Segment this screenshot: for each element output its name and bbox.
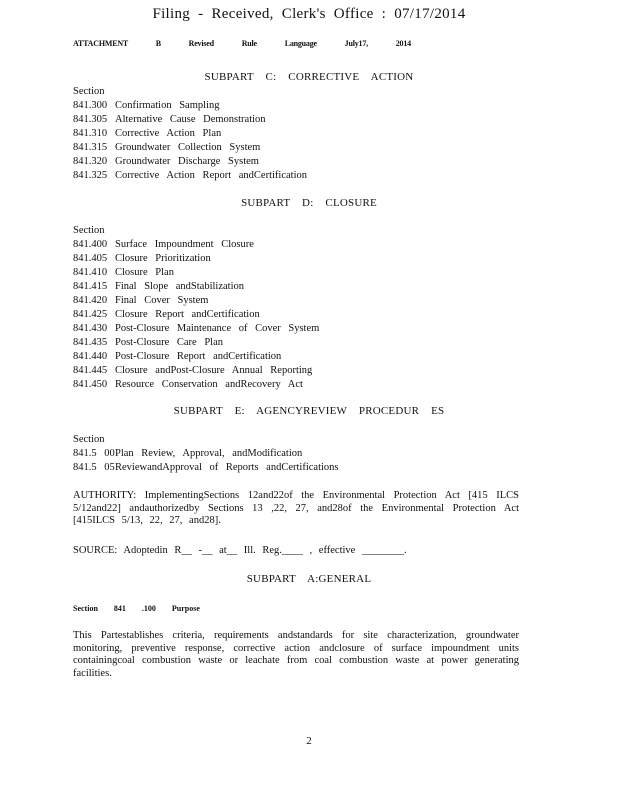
section-entry <box>73 294 319 308</box>
section-number: 841.315 <box>73 142 108 153</box>
subpart-a-heading: SUBPART A:GENERAL <box>246 573 372 585</box>
section-title: Groundwater Discharge System <box>115 156 259 167</box>
section-title: Plan Review, Approval, andModification <box>115 448 303 459</box>
section-title: ReviewandApproval of Reports andCertifications <box>115 462 339 473</box>
attachment-line: ATTACHMENT B Revised Rule Language July17, 2014 <box>73 39 411 48</box>
section-title: Corrective Action Plan <box>115 128 222 139</box>
section-number: 841.425 <box>73 309 108 320</box>
section-number: 841.445 <box>73 365 108 376</box>
section-entry <box>73 308 319 322</box>
section-entry <box>73 99 307 113</box>
section-100-heading <box>73 604 200 613</box>
section-number: 841.440 <box>73 351 108 362</box>
section-title: Closure andPost-Closure Annual Reporting <box>115 365 313 376</box>
section-title: Surface Impoundment Closure <box>115 239 254 250</box>
section-title: Final Cover System <box>115 295 209 306</box>
section-number: 841.300 <box>73 100 108 111</box>
section-title: Closure Prioritization <box>115 253 211 264</box>
section-entry <box>73 266 319 280</box>
section-title: Alternative Cause Demonstration <box>115 114 266 125</box>
section-entry <box>73 280 319 294</box>
subpart-e-heading: SUBPART E: AGENCYREVIEW PROCEDUR ES <box>173 405 445 417</box>
section-entry <box>73 364 319 378</box>
section-entry <box>73 169 307 183</box>
section-number: 841.305 <box>73 114 108 125</box>
section-entry <box>73 238 319 252</box>
section-entry <box>73 113 307 127</box>
section-entry <box>73 322 319 336</box>
subpart-c-list <box>73 85 307 183</box>
page-number: 2 <box>306 735 312 747</box>
section-entry <box>73 141 307 155</box>
authority-paragraph: AUTHORITY: ImplementingSections 12and22of the Environmental Protection Act [415 ILCS 5/12and22] andauthorizedby Sections 13 ,22, 27, and28of the Environmental Protection Act [415ILCS 5/13, 22, 27, and28]. <box>73 490 519 526</box>
section-number: 841.400 <box>73 239 108 250</box>
section-number: 841.320 <box>73 156 108 167</box>
section-number: 841.450 <box>73 379 108 390</box>
section-label: Section <box>73 225 105 236</box>
section-entry <box>73 447 339 461</box>
section-entry <box>73 252 319 266</box>
section-number: 841.5 00 <box>73 448 115 459</box>
purpose-paragraph: This Partestablishes criteria, requirements andstandards for site characterization, groundwater monitoring, preventive response, corrective action andclosure of surface impoundment units containingcoal combustion waste or leachate from coal combustion waste at power generating facilities. <box>73 630 519 679</box>
source-line: SOURCE: Adoptedin R__ -__ at__ Ill. Reg.____ , effective ________. <box>73 545 407 556</box>
section-number: 841.405 <box>73 253 108 264</box>
subpart-d-list <box>73 224 319 392</box>
section-title: Confirmation Sampling <box>115 100 220 111</box>
section-title: Final Slope andStabilization <box>115 281 244 292</box>
section-title: Groundwater Collection System <box>115 142 261 153</box>
section-entry <box>73 350 319 364</box>
section-entry <box>73 461 339 475</box>
section-number: 841.430 <box>73 323 108 334</box>
subpart-e-list <box>73 433 339 475</box>
section-title: Post-Closure Report andCertification <box>115 351 282 362</box>
section-entry <box>73 127 307 141</box>
section-number: 841.435 <box>73 337 108 348</box>
section-title: Closure Plan <box>115 267 174 278</box>
section-100-label: Section <box>73 604 98 613</box>
section-entry <box>73 155 307 169</box>
section-number: 841.410 <box>73 267 108 278</box>
section-100-number: 841 .100 <box>113 604 156 613</box>
section-title: Closure Report andCertification <box>115 309 260 320</box>
section-title: Post-Closure Care Plan <box>115 337 223 348</box>
section-100-title: Purpose <box>171 604 200 613</box>
section-number: 841.415 <box>73 281 108 292</box>
section-label: Section <box>73 434 105 445</box>
section-label: Section <box>73 86 105 97</box>
section-number: 841.5 05 <box>73 462 115 473</box>
section-title: Corrective Action Report andCertification <box>115 170 307 181</box>
section-entry <box>73 336 319 350</box>
section-number: 841.325 <box>73 170 108 181</box>
section-title: Post-Closure Maintenance of Cover System <box>115 323 320 334</box>
filing-header: Filing - Received, Clerk's Office : 07/17/2014 <box>152 6 466 22</box>
section-entry <box>73 378 319 392</box>
section-number: 841.420 <box>73 295 108 306</box>
subpart-c-heading: SUBPART C: CORRECTIVE ACTION <box>204 71 414 83</box>
section-number: 841.310 <box>73 128 108 139</box>
section-title: Resource Conservation andRecovery Act <box>115 379 303 390</box>
subpart-d-heading: SUBPART D: CLOSURE <box>241 197 377 209</box>
